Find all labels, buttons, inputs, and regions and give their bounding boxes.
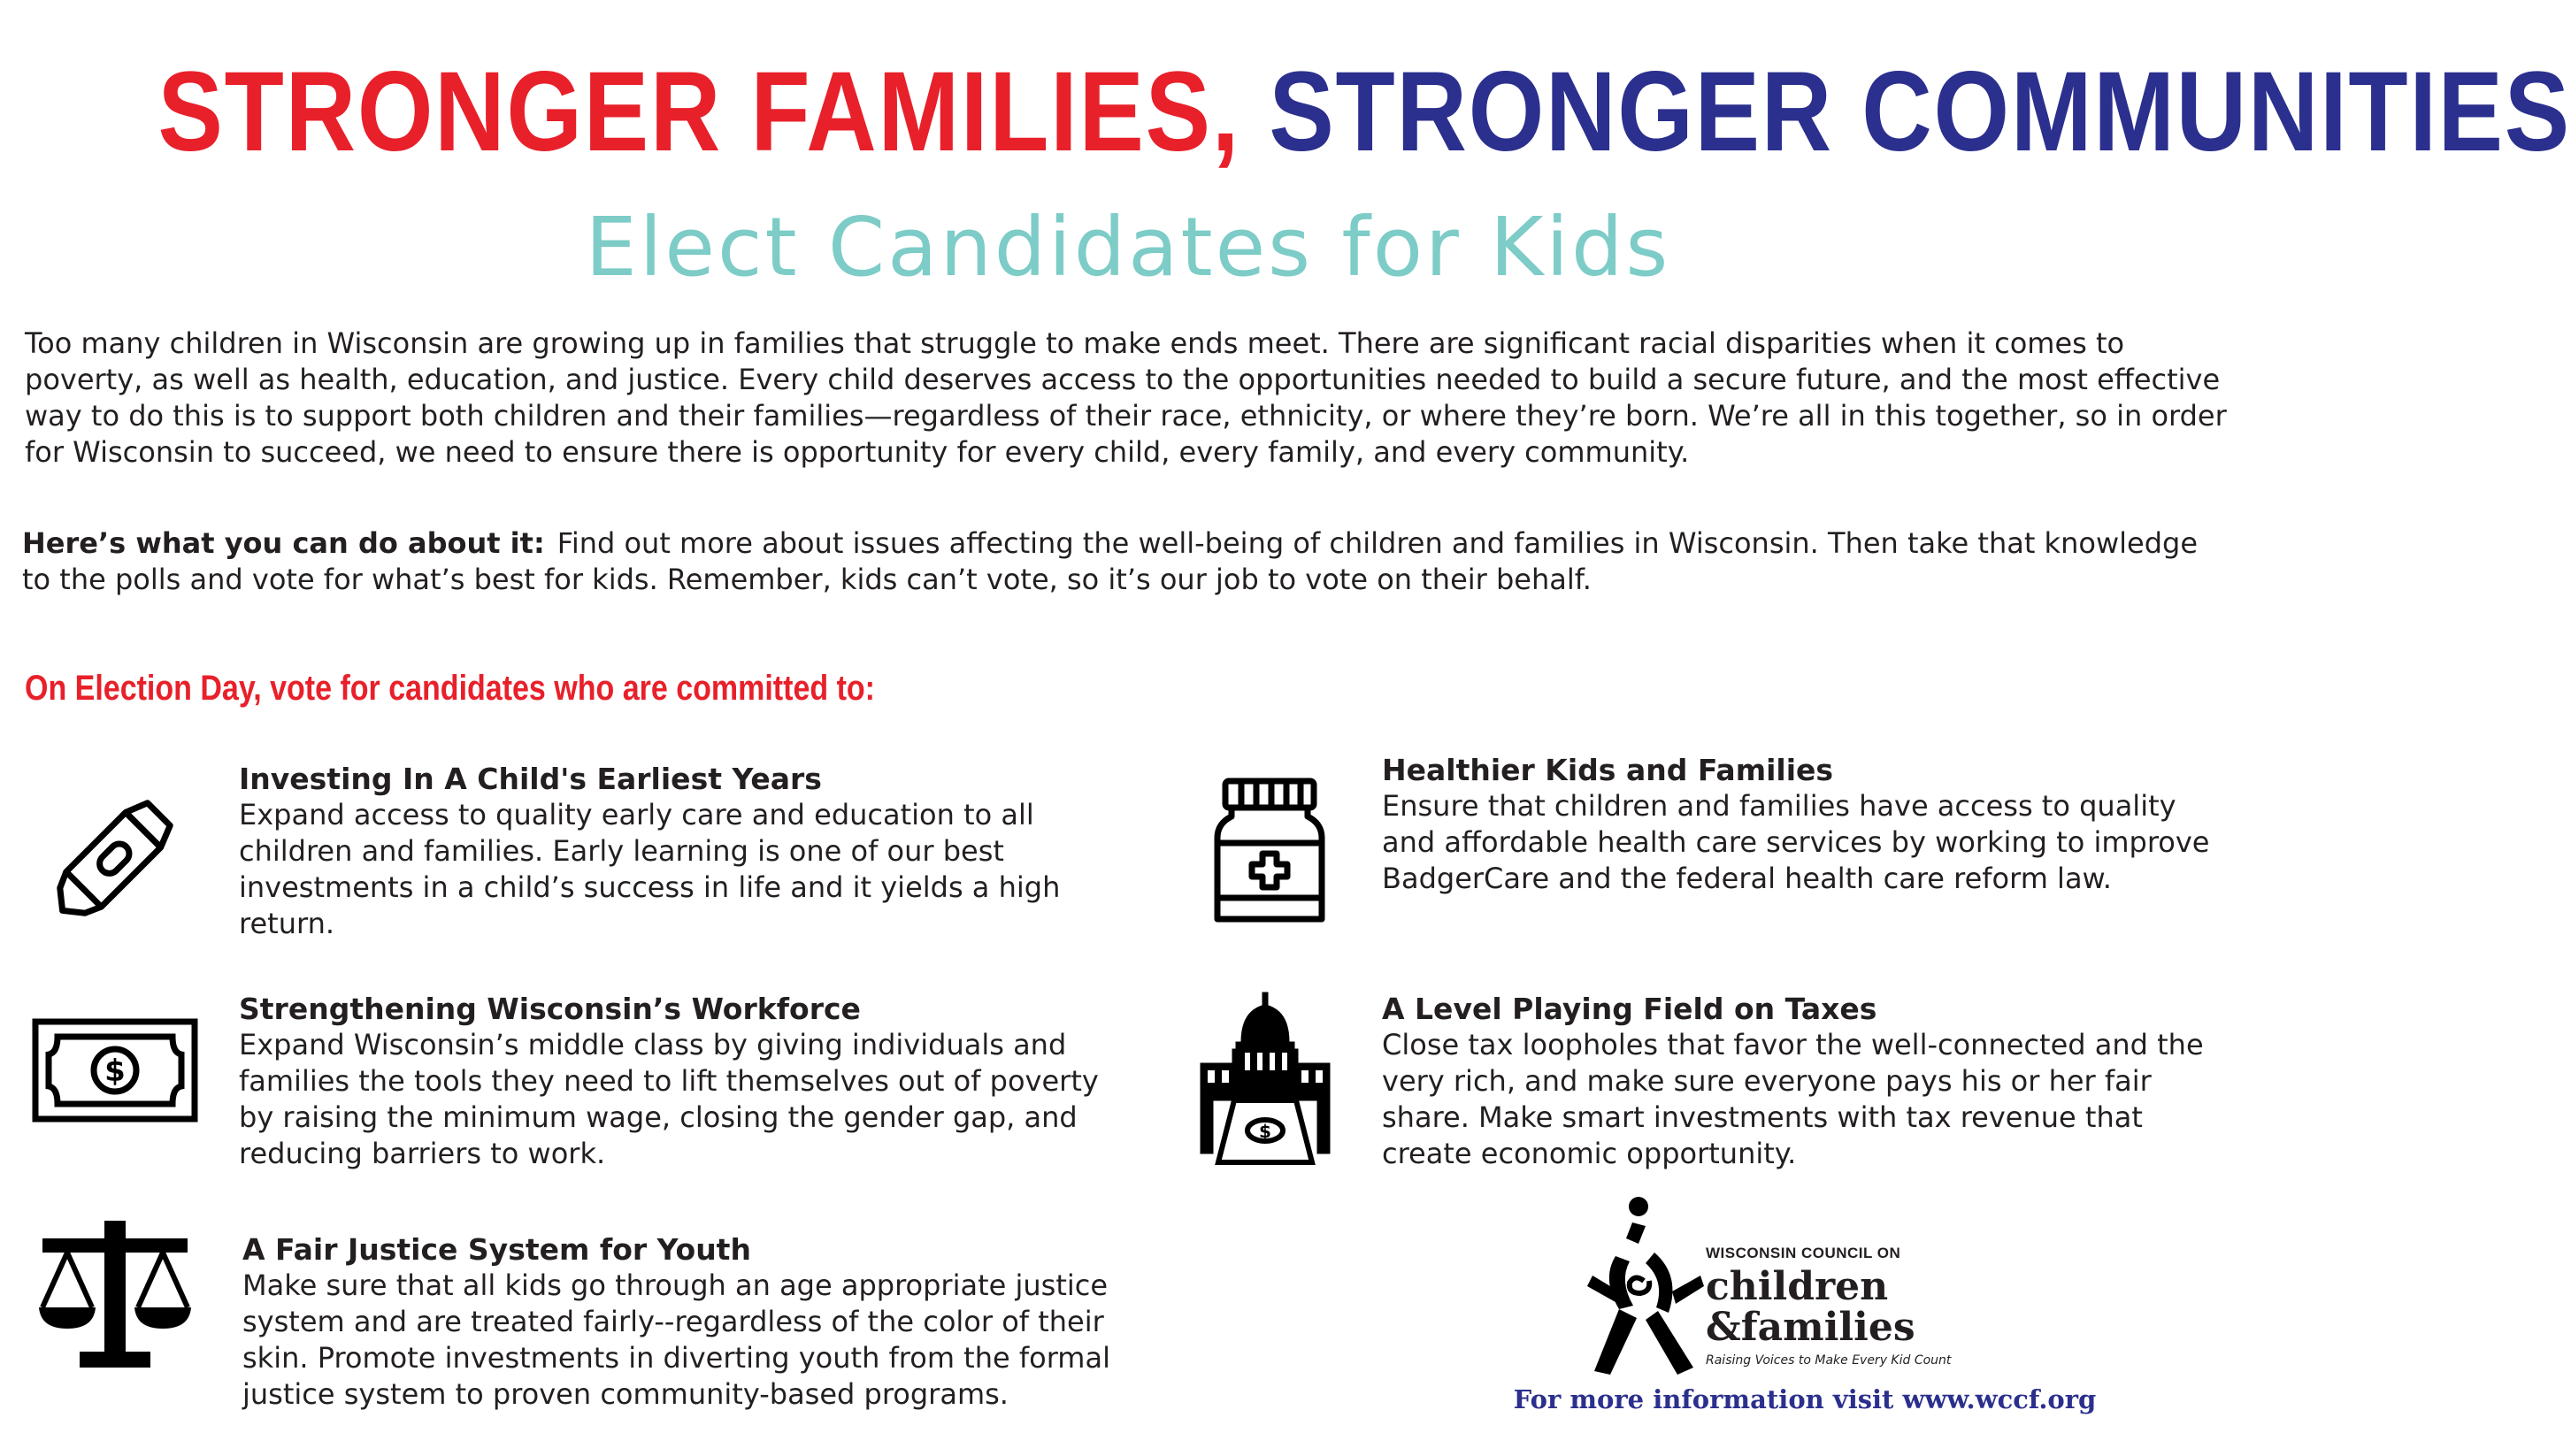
logo-line-families: &families [1706, 1305, 1915, 1350]
item-text: Expand access to quality early care and education to all children and families. Early learning is one of our best investments in a child’s success in life and it yields a high return. [239, 798, 1061, 940]
svg-text:$: $ [104, 1054, 126, 1089]
item-workforce [239, 991, 1106, 1172]
action-text: Find out more about issues affecting the well-being of children and families in Wisconsin. Then take that knowledge to the polls and vote for what’s best for kids. Remember, kids can’t vote, so it’s our job to vote on their behalf. [22, 526, 2198, 596]
logo-org-small: WISCONSIN COUNCIL ON [1706, 1245, 1901, 1261]
item-text: Make sure that all kids go through an age appropriate justice system and are treated fairly--regardless of the color of their skin. Promote investments in diverting youth from the formal justice system to proven community-based programs. [242, 1268, 1110, 1411]
footer-link-text: For more information visit www.wccf.org [1513, 1384, 2097, 1414]
intro-paragraph: Too many children in Wisconsin are growing up in families that struggle to make ends meet. There are significant racial disparities when it comes to poverty, as well as health, education, and justice. Every child deserves access to the opportunities needed to build a secure future, and the most effective way to do this is to support both children and their families—regardless of their race, ethnicity, or where they’re born. We’re all in this together, so in order for Wisconsin to succeed, we need to ensure there is opportunity for every child, every family, and every community. [25, 326, 2227, 469]
election-heading: On Election Day, vote for candidates who are committed to: [25, 669, 875, 708]
item-taxes [1382, 991, 2231, 1172]
item-title: A Fair Justice System for Youth [242, 1232, 751, 1267]
crayon-icon [35, 778, 195, 938]
item-text: Ensure that children and families have access to quality and affordable health care services by working to improve BadgerCare and the federal health care reform law. [1382, 789, 2210, 895]
medicine-bottle-icon [1212, 774, 1327, 929]
page-title [157, 46, 2571, 179]
logo-tagline: Raising Voices to Make Every Kid Count [1706, 1353, 1952, 1368]
wccf-figure-icon [1584, 1194, 1708, 1380]
scales-of-justice-icon [35, 1219, 195, 1369]
item-text: Expand Wisconsin’s middle class by giving individuals and families the tools they need to lift themselves out of poverty by raising the minimum wage, closing the gender gap, and reducing barriers to work. [239, 1028, 1099, 1170]
item-healthier-kids [1382, 752, 2231, 897]
capitol-money-icon [1199, 991, 1332, 1168]
item-title: A Level Playing Field on Taxes [1382, 992, 1877, 1026]
wccf-logo [1584, 1194, 2044, 1380]
dollar-bill-icon [31, 1017, 199, 1123]
item-text: Close tax loopholes that favor the well-connected and the very rich, and make sure everyone pays his or her fair share. Make smart investments with tax revenue that create economic opportunity. [1382, 1028, 2204, 1170]
title-part-communities: STRONGER COMMUNITIES [1269, 49, 2571, 175]
item-title: Strengthening Wisconsin’s Workforce [239, 992, 861, 1026]
title-part-families: STRONGER FAMILIES, [157, 49, 1241, 175]
action-lead: Here’s what you can do about it: [22, 526, 545, 560]
page-subtitle: Elect Candidates for Kids [585, 200, 1671, 295]
item-earliest-years [239, 761, 1106, 942]
logo-line-children: children [1706, 1264, 1889, 1309]
svg-text:$: $ [1259, 1121, 1271, 1142]
item-justice [242, 1231, 1127, 1413]
item-title: Investing In A Child's Earliest Years [239, 762, 822, 796]
action-paragraph [22, 525, 2234, 598]
item-title: Healthier Kids and Families [1382, 753, 1834, 787]
